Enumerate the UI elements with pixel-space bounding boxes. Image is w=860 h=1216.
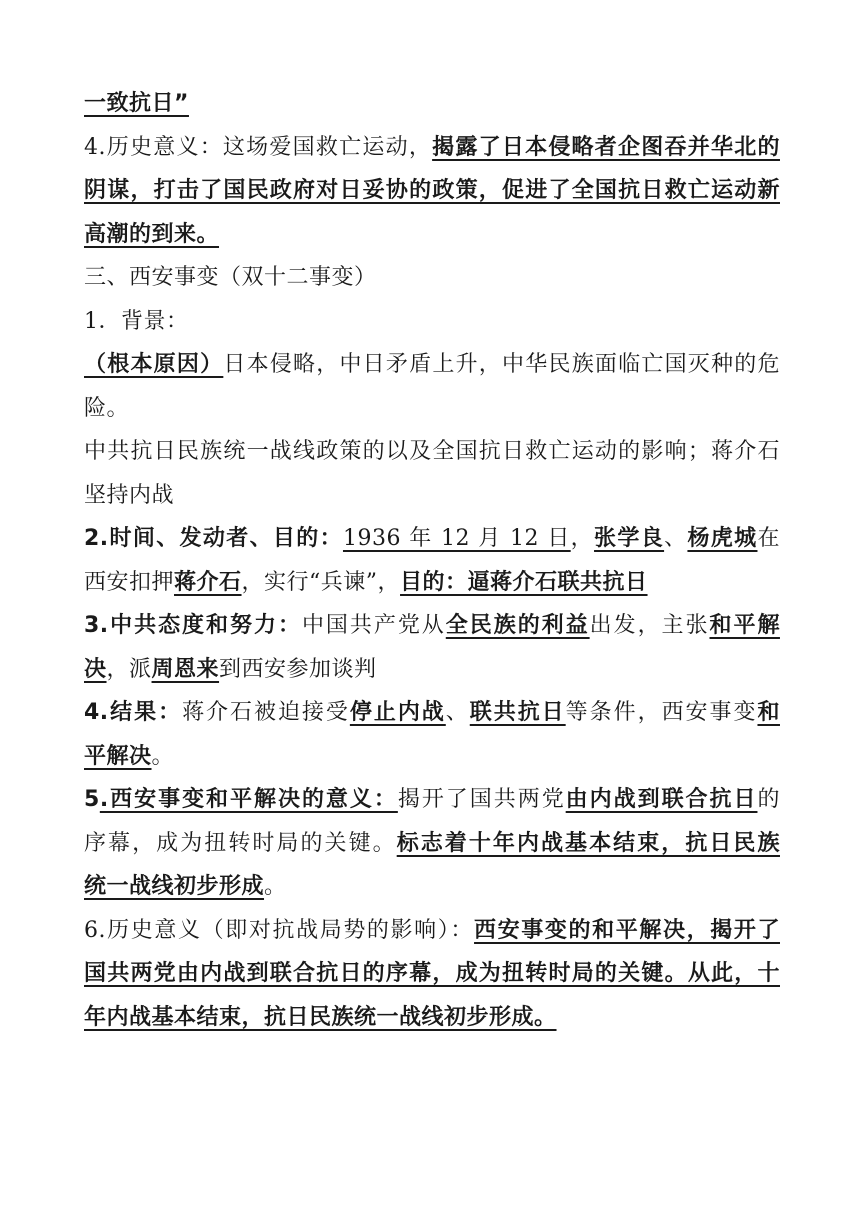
underlined-text: 蒋介石	[174, 569, 242, 595]
body-text: 6.历史意义（即对抗战局势的影响）：	[84, 917, 475, 943]
underlined-text: 高潮的到来。	[84, 221, 220, 247]
body-text: 西安扣押	[84, 569, 175, 595]
underlined-text: 全民族的利益	[445, 613, 590, 638]
body-text: 、	[445, 700, 470, 725]
body-text: 。	[151, 743, 175, 769]
text-line	[84, 778, 780, 822]
text-line	[84, 996, 780, 1040]
text-line	[84, 169, 780, 213]
text-line	[84, 604, 780, 648]
text-line	[84, 256, 780, 300]
body-text: 在	[757, 526, 780, 551]
text-line	[84, 474, 780, 518]
text-line	[84, 909, 780, 953]
underlined-text: 张学良	[594, 526, 665, 551]
body-text: 险。	[84, 395, 130, 421]
underlined-text: 停止内战	[349, 700, 446, 725]
underlined-text: 标志着十年内战基本结束，抗日民族	[396, 830, 780, 856]
text-line	[84, 648, 780, 692]
document-body	[84, 82, 780, 1039]
underlined-text: .西安事变和平解决的意义：	[99, 787, 398, 812]
underlined-text: 和	[757, 700, 780, 725]
body-text: 出发，主张	[589, 613, 710, 638]
body-text: 。	[264, 874, 287, 899]
body-text: 序幕，成为扭转时局的关键。	[84, 830, 397, 856]
underlined-text: 揭露了日本侵略者企图吞并华北的	[432, 134, 780, 160]
bold-text: 4.结果：	[84, 700, 183, 725]
body-text: 的	[757, 787, 780, 812]
text-line	[84, 213, 780, 257]
underlined-text: （根本原因）	[84, 352, 224, 377]
underlined-text: 联共抗日	[469, 700, 566, 725]
text-line	[84, 822, 780, 866]
text-line	[84, 82, 780, 126]
body-text: 蒋介石被迫接受	[182, 700, 350, 725]
body-text: 到西安参加谈判	[219, 656, 377, 682]
underlined-text: 由内战到联合抗日	[565, 787, 758, 812]
text-line	[84, 430, 780, 474]
bold-text: 5	[84, 787, 100, 812]
body-text: 坚持内战	[84, 482, 175, 508]
text-line	[84, 865, 780, 909]
text-line	[84, 561, 780, 605]
body-text: 三、西安事变（双十二事变）	[84, 265, 377, 290]
text-line	[84, 387, 780, 431]
underlined-text: 一致抗日”	[84, 91, 189, 116]
text-line	[84, 343, 780, 387]
underlined-text: 平解决	[84, 743, 152, 769]
body-text: ，	[570, 526, 595, 551]
underlined-text: 年内战基本结束，抗日民族统一战线初步形成。	[84, 1004, 557, 1030]
underlined-text: 阴谋，打击了国民政府对日妥协的政策，促进了全国抗日救亡运动新	[84, 178, 780, 203]
text-line	[84, 952, 780, 996]
body-text: 中国共产党从	[301, 613, 446, 638]
underlined-text: 杨虎城	[687, 526, 758, 551]
body-text: 中共抗日民族统一战线政策的以及全国抗日救亡运动的影响；蒋介石	[84, 439, 780, 464]
underlined-text: 西安事变的和平解决，揭开了	[474, 917, 780, 943]
text-line	[84, 126, 780, 170]
underlined-text: 国共两党由内战到联合抗日的序幕，成为扭转时局的关键。从此，十	[84, 961, 780, 986]
text-line	[84, 691, 780, 735]
text-line	[84, 735, 780, 779]
body-text: 、	[664, 526, 688, 551]
body-text: 4.历史意义：这场爱国救亡运动，	[84, 134, 433, 160]
body-text: ，实行“兵谏”，	[241, 569, 401, 595]
text-line	[84, 300, 780, 344]
text-line	[84, 517, 780, 561]
underlined-text: 决	[84, 656, 107, 682]
underlined-text: 1936 年 12 月 12 日	[342, 526, 571, 551]
underlined-text: 统一战线初步形成	[84, 874, 265, 899]
body-text: 等条件，西安事变	[565, 700, 758, 725]
underlined-text: 目的：逼蒋介石联共抗日	[400, 569, 648, 595]
body-text: 1．背景：	[84, 308, 189, 334]
underlined-text: 和平解	[709, 613, 780, 638]
bold-text: 3.中共态度和努力：	[84, 613, 302, 638]
body-text: 日本侵略，中日矛盾上升，中华民族面临亡国灭种的危	[223, 352, 780, 377]
bold-text: 2.时间、发动者、目的：	[84, 526, 343, 551]
body-text: 揭开了国共两党	[397, 787, 566, 812]
underlined-text: 周恩来	[151, 656, 220, 682]
body-text: ，派	[106, 656, 152, 682]
